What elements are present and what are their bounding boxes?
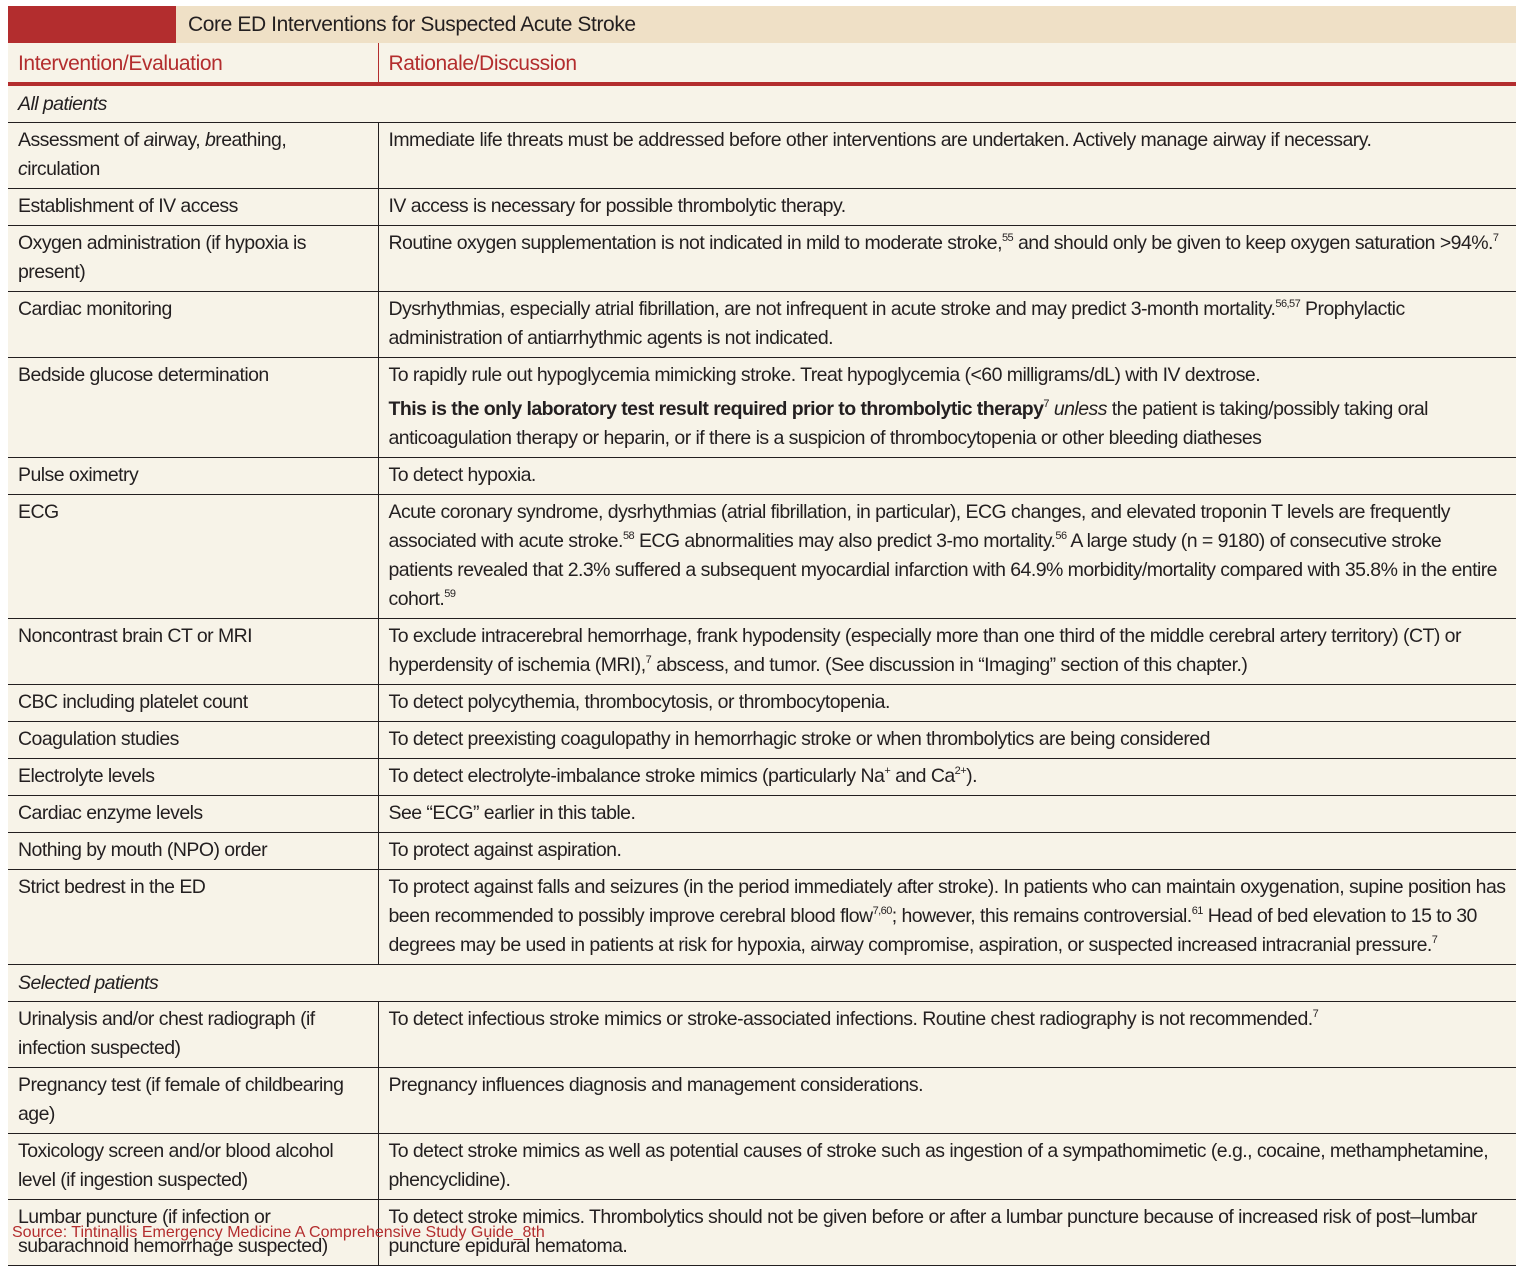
rationale-cell: To detect stroke mimics as well as potential causes of stroke such as ingestion of a sympathomimetic (e.g., cocaine, methamphetamine, phencyclidine). [378, 1134, 1516, 1200]
intervention-cell: Bedside glucose determination [8, 358, 378, 458]
table-row [8, 685, 1516, 722]
source-citation: Source: Tintinallis Emergency Medicine A Comprehensive Study Guide_8th [12, 1224, 545, 1241]
intervention-cell: CBC including platelet count [8, 685, 378, 722]
rationale-cell: To detect polycythemia, thrombocytosis, or thrombocytopenia. [378, 685, 1516, 722]
intervention-cell: Nothing by mouth (NPO) order [8, 833, 378, 870]
table-row [8, 1068, 1516, 1134]
intervention-cell: Cardiac monitoring [8, 292, 378, 358]
text: and Ca [890, 765, 955, 787]
text: ). [966, 765, 977, 787]
table-row [8, 123, 1516, 189]
table-title-bar [8, 6, 1516, 43]
text: a [143, 129, 154, 151]
reference-superscript: 7 [1312, 1008, 1319, 1020]
italic-text: unless [1053, 398, 1107, 420]
reference-superscript: 56 [1055, 530, 1067, 542]
intervention-cell: ECG [8, 495, 378, 619]
text: Acute coronary syndrome, dysrhythmias (atrial fibrillation, in particular), ECG changes, and elevated troponin T levels are frequently associated with acute stroke. [388, 501, 1450, 552]
text: A large study (n = 9180) of consecutive stroke patients revealed that 2.3% suffered a subsequent myocardial infarction with 64.9% morbidity/mortality compared with 35.8% in the entire cohort. [388, 530, 1497, 610]
ion-charge-superscript: + [884, 765, 891, 777]
intervention-cell: Pregnancy test (if female of childbearing age) [8, 1068, 378, 1134]
text: Head of bed elevation to 15 to 30 degrees may be used in patients at risk for hypoxia, airway compromise, aspiration, or suspected increased intracranial pressure. [388, 905, 1477, 956]
ion-charge-superscript: 2+ [954, 765, 967, 777]
rationale-cell: IV access is necessary for possible thrombolytic therapy. [378, 189, 1516, 226]
intervention-cell: Noncontrast brain CT or MRI [8, 619, 378, 685]
rationale-cell [378, 759, 1516, 796]
rationale-cell: To protect against aspiration. [378, 833, 1516, 870]
text: Assessment of [18, 129, 144, 151]
rationale-cell: To detect preexisting coagulopathy in hemorrhagic stroke or when thrombolytics are being considered [378, 722, 1516, 759]
bold-text: This is the only laboratory test result required prior to thrombolytic therapy [388, 398, 1044, 420]
rationale-cell: Pregnancy influences diagnosis and management considerations. [378, 1068, 1516, 1134]
intervention-cell: Pulse oximetry [8, 458, 378, 495]
text: To exclude intracerebral hemorrhage, frank hypodensity (especially more than one third of the middle cerebral artery territory) (CT) or hyperdensity of ischemia (MRI), [388, 625, 1461, 676]
reference-superscript: 56,57 [1275, 298, 1301, 310]
text: reathing, [215, 129, 287, 151]
rationale-cell [378, 870, 1516, 965]
rationale-cell: See “ECG” earlier in this table. [378, 796, 1516, 833]
reference-superscript: 7 [1492, 232, 1499, 244]
reference-superscript: 59 [444, 588, 456, 600]
reference-superscript: 7 [645, 654, 652, 666]
stroke-interventions-table-page [8, 6, 1516, 1266]
text: and should only be given to keep oxygen saturation >94%. [1013, 232, 1493, 254]
rationale-cell [378, 1002, 1516, 1068]
table-row [8, 358, 1516, 458]
table-row [8, 1134, 1516, 1200]
rationale-cell [378, 495, 1516, 619]
intervention-cell: Coagulation studies [8, 722, 378, 759]
section-row-all-patients [8, 84, 1516, 123]
text: To rapidly rule out hypoglycemia mimicking stroke. Treat hypoglycemia (<60 milligrams/dL) with IV dextrose. [388, 364, 1261, 386]
text: Prophylactic administration of antiarrhythmic agents is not indicated. [388, 298, 1405, 349]
title-accent-block [8, 6, 176, 43]
intervention-cell [8, 123, 378, 189]
text: To protect against falls and seizures (in the period immediately after stroke). In patients who can maintain oxygenation, supine position has been recommended to possibly improve cerebral blood flow [388, 876, 1506, 927]
intervention-cell: Urinalysis and/or chest radiograph (if infection suspected) [8, 1002, 378, 1068]
text: irculation [27, 158, 100, 180]
reference-superscript: 61 [1191, 905, 1203, 917]
reference-superscript: 7 [1043, 398, 1049, 410]
intervention-cell: Toxicology screen and/or blood alcohol level (if ingestion suspected) [8, 1134, 378, 1200]
table-row [8, 292, 1516, 358]
header-intervention: Intervention/Evaluation [8, 43, 378, 84]
rationale-cell [378, 226, 1516, 292]
text: abscess, and tumor. (See discussion in “Imaging” section of this chapter.) [651, 654, 1248, 676]
table-row [8, 495, 1516, 619]
text: c [18, 158, 28, 180]
text: b [204, 129, 216, 151]
rationale-cell: Immediate life threats must be addressed before other interventions are undertaken. Actively manage airway if necessary. [378, 123, 1516, 189]
section-label: Selected patients [8, 965, 1516, 1002]
intervention-cell: Establishment of IV access [8, 189, 378, 226]
section-label: All patients [8, 84, 1516, 123]
table-title: Core ED Interventions for Suspected Acute Stroke [176, 6, 1516, 43]
interventions-table [8, 43, 1516, 1266]
table-row [8, 870, 1516, 965]
intervention-cell: Oxygen administration (if hypoxia is present) [8, 226, 378, 292]
section-row-selected-patients [8, 965, 1516, 1002]
table-row [8, 722, 1516, 759]
table-row [8, 458, 1516, 495]
reference-superscript: 7,60 [872, 905, 892, 917]
text: To detect infectious stroke mimics or stroke-associated infections. Routine chest radiography is not recommended. [388, 1008, 1313, 1030]
text: Dysrhythmias, especially atrial fibrillation, are not infrequent in acute stroke and may predict 3-month mortality. [388, 298, 1276, 320]
rationale-cell [378, 292, 1516, 358]
table-row [8, 226, 1516, 292]
table-row [8, 833, 1516, 870]
text: ECG abnormalities may also predict 3-mo mortality. [634, 530, 1056, 552]
rationale-cell: To detect stroke mimics. Thrombolytics should not be given before or after a lumbar puncture because of increased risk of post–lumbar puncture epidural hematoma. [378, 1200, 1516, 1266]
reference-superscript: 7 [1431, 934, 1438, 946]
rationale-cell [378, 358, 1516, 458]
intervention-cell: Cardiac enzyme levels [8, 796, 378, 833]
text: irway, [153, 129, 205, 151]
intervention-cell: Lumbar puncture (if infection or subarachnoid hemorrhage suspected) [8, 1200, 378, 1266]
rationale-cell [378, 619, 1516, 685]
text: To detect electrolyte-imbalance stroke mimics (particularly Na [388, 765, 885, 787]
glucose-note [389, 395, 1509, 453]
header-rationale: Rationale/Discussion [378, 43, 1516, 84]
table-row [8, 619, 1516, 685]
text: the patient is taking/possibly taking oral anticoagulation therapy or heparin, or if there is a suspicion of thrombocytopenia or other bleeding diatheses [388, 398, 1428, 449]
text: ; however, this remains controversial. [891, 905, 1192, 927]
text: Routine oxygen supplementation is not indicated in mild to moderate stroke, [388, 232, 1002, 254]
intervention-cell: Electrolyte levels [8, 759, 378, 796]
table-row [8, 189, 1516, 226]
table-header-row [8, 43, 1516, 84]
table-row [8, 759, 1516, 796]
reference-superscript: 55 [1001, 232, 1014, 244]
table-row [8, 1002, 1516, 1068]
reference-superscript: 58 [622, 530, 635, 542]
table-row [8, 796, 1516, 833]
rationale-cell: To detect hypoxia. [378, 458, 1516, 495]
intervention-cell: Strict bedrest in the ED [8, 870, 378, 965]
